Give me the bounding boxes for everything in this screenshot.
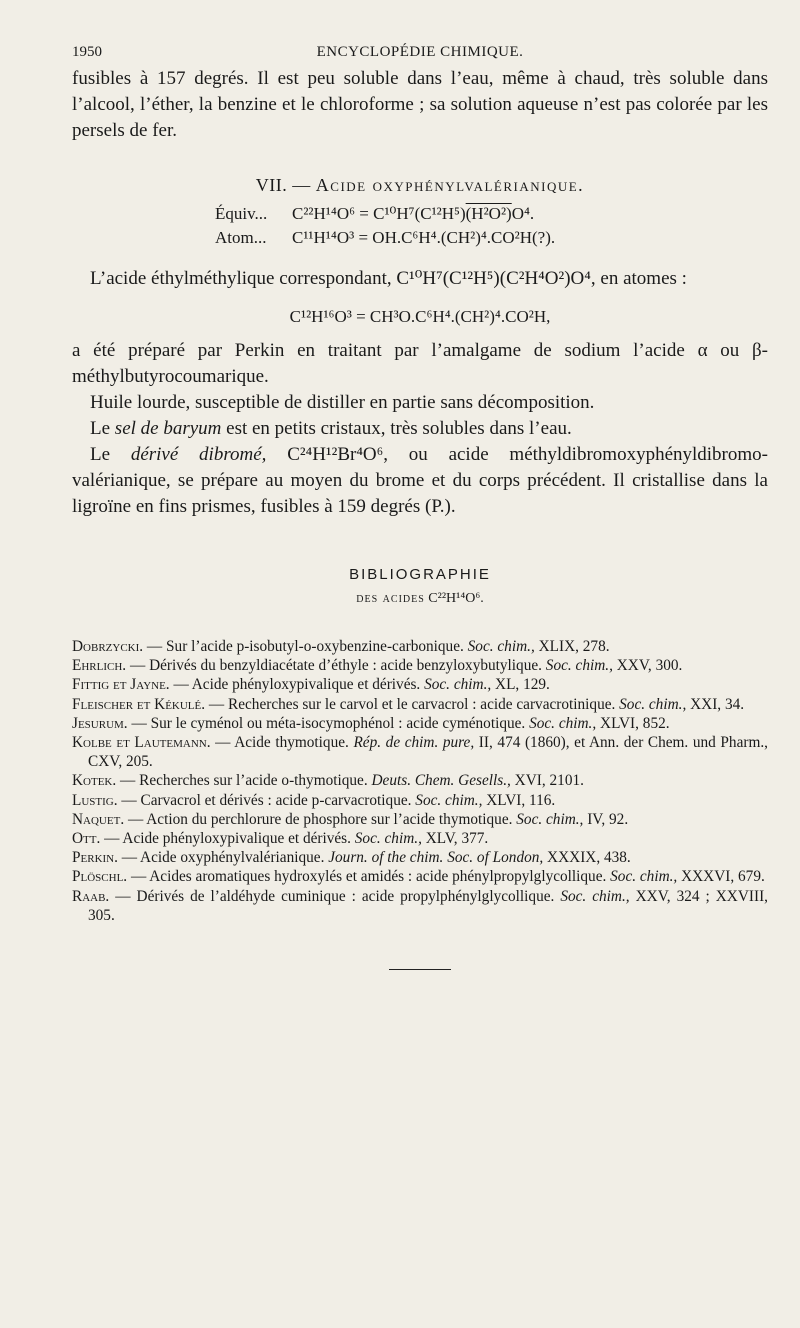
reference-journal: Soc. chim., bbox=[354, 830, 422, 848]
equiv-formula-right: O⁴. bbox=[511, 204, 535, 223]
reference-author: Fleischer et Kékulé. bbox=[72, 695, 206, 713]
reference-text: — Dérivés du benzyldiacétate d’éthyle : acide benzyloxybutylique. bbox=[126, 657, 546, 675]
reference-author: Ehrlich. bbox=[72, 657, 127, 675]
running-header bbox=[72, 44, 768, 66]
reference-details: XL, 129. bbox=[491, 676, 550, 694]
reference-entry bbox=[72, 771, 768, 790]
reference-author: Perkin. bbox=[72, 849, 118, 867]
reference-author: Raab. bbox=[72, 887, 110, 905]
reference-entry bbox=[72, 656, 768, 675]
text-run: est en petits cristaux, très solubles dans l’eau. bbox=[221, 418, 572, 439]
paragraph bbox=[72, 442, 768, 520]
reference-text: — Acide phényloxypivalique et dérivés. bbox=[100, 830, 355, 848]
reference-author: Fittig et Jayne. bbox=[72, 676, 170, 694]
reference-text: — Sur l’acide p-isobutyl-o-oxybenzine-carbonique. bbox=[143, 638, 468, 655]
subtitle-formula: C²²H¹⁴O⁶. bbox=[428, 591, 484, 606]
reference-entry bbox=[72, 791, 768, 810]
reference-text: — Dérivés de l’aldéhyde cuminique : acide propylphénylglycollique. bbox=[109, 887, 561, 905]
atom-formula: C¹¹H¹⁴O³ = OH.C⁶H⁴.(CH²)⁴.CO²H(?). bbox=[292, 228, 556, 247]
paragraph bbox=[72, 416, 768, 442]
emphasis: dérivé dibromé, bbox=[130, 444, 267, 465]
reference-journal: Deuts. Chem. Gesells., bbox=[371, 772, 511, 790]
reference-details: XXI, 34. bbox=[686, 695, 745, 713]
text-run: Le bbox=[90, 444, 131, 465]
text-run: Le bbox=[90, 418, 115, 439]
atom-label: Atom... bbox=[215, 228, 267, 247]
reference-details: XLVI, 116. bbox=[482, 791, 556, 809]
reference-details: XXV, 300. bbox=[612, 657, 683, 675]
reference-author: Plöschl. bbox=[72, 868, 128, 886]
reference-author: Jesurum. bbox=[72, 714, 128, 732]
reference-journal: Soc. chim., bbox=[545, 657, 613, 675]
reference-text: — Acide oxyphénylvalérianique. bbox=[117, 849, 329, 867]
page-number: 1950 bbox=[72, 44, 102, 60]
reference-text: — Recherches sur le carvol et le carvacrol : acide carvacrotinique. bbox=[205, 695, 620, 713]
reference-author: Lustig. bbox=[72, 791, 118, 809]
reference-text: — Acide phényloxypivalique et dérivés. bbox=[169, 676, 425, 694]
section-heading bbox=[72, 172, 768, 198]
end-rule bbox=[389, 969, 451, 970]
paragraph: L’acide éthylméthylique correspondant, C¹⁰H⁷(C¹²H⁵)(C²H⁴O²)O⁴, en atomes : bbox=[90, 268, 687, 289]
reference-list bbox=[72, 637, 768, 925]
equiv-label: Équiv... bbox=[215, 204, 268, 223]
reference-details: XXV, 324 ; XXVIII, 305. bbox=[88, 887, 768, 924]
reference-details: XLV, 377. bbox=[421, 830, 489, 848]
reference-text: — Recherches sur l’acide o-thymotique. bbox=[116, 772, 372, 790]
bibliography-subtitle bbox=[72, 591, 768, 607]
equiv-formula-left: C²²H¹⁴O⁶ = C¹⁰H⁷(C¹²H⁵) bbox=[292, 204, 466, 223]
equiv-formula-over: (H²O²) bbox=[465, 204, 512, 223]
reference-entry bbox=[72, 714, 768, 733]
emphasis: sel de baryum bbox=[114, 418, 222, 439]
reference-text: — Acide thymotique. bbox=[210, 734, 354, 752]
reference-author: Ott. bbox=[72, 830, 101, 848]
reference-entry bbox=[72, 695, 768, 714]
atom-line bbox=[215, 226, 768, 250]
reference-text: — Carvacrol et dérivés : acide p-carvacrotique. bbox=[117, 791, 416, 809]
reference-journal: Soc. chim., bbox=[516, 810, 584, 828]
reference-journal: Soc. chim., bbox=[424, 676, 492, 694]
reference-entry bbox=[72, 887, 768, 925]
reference-entry bbox=[72, 733, 768, 771]
reference-journal: Rép. de chim. pure, bbox=[353, 734, 475, 752]
section-title: Acide oxyphénylvalérianique. bbox=[315, 175, 585, 195]
reference-details: XXXVI, 679. bbox=[677, 868, 765, 886]
reference-journal: Soc. chim., bbox=[610, 868, 678, 886]
reference-text: — Acides aromatiques hydroxylés et amidés : acide phénylpropylglycollique. bbox=[127, 868, 611, 886]
paragraph: a été préparé par Perkin en traitant par l’amalgame de sodium l’acide α ou β-méthylbutyrocoumarique. bbox=[72, 340, 768, 387]
reference-entry bbox=[72, 637, 768, 656]
reference-journal: Soc. chim., bbox=[467, 638, 535, 655]
reference-entry bbox=[72, 829, 768, 848]
reference-details: IV, 92. bbox=[583, 810, 629, 828]
reference-journal: Soc. chim., bbox=[529, 714, 597, 732]
reference-author: Kotek. bbox=[72, 772, 117, 790]
paragraph: Huile lourde, susceptible de distiller en partie sans décomposition. bbox=[90, 392, 595, 413]
document-page bbox=[72, 44, 768, 970]
reference-journal: Soc. chim., bbox=[415, 791, 483, 809]
equiv-line bbox=[215, 202, 768, 226]
reference-details: XLIX, 278. bbox=[534, 638, 610, 655]
subtitle-prefix: des acides bbox=[356, 591, 425, 606]
reference-details: XVI, 2101. bbox=[510, 772, 584, 790]
reference-author: Kolbe et Lautemann. bbox=[72, 734, 211, 752]
reference-journal: Journ. of the chim. Soc. of London, bbox=[328, 849, 544, 867]
reference-text: — Action du perchlorure de phosphore sur l’acide thymotique. bbox=[124, 810, 517, 828]
reference-journal: Soc. chim., bbox=[619, 695, 687, 713]
reference-details: II, 474 (1860), et Ann. der Chem. und Pharm., CXV, 205. bbox=[88, 734, 769, 771]
running-title: ENCYCLOPÉDIE CHIMIQUE. bbox=[316, 44, 524, 60]
centered-formula: C¹²H¹⁶O³ = CH³O.C⁶H⁴.(CH²)⁴.CO²H, bbox=[289, 307, 551, 326]
reference-entry bbox=[72, 867, 768, 886]
reference-details: XLVI, 852. bbox=[596, 714, 670, 732]
text-run: C²⁴H¹²Br⁴O⁶, ou acide méthyldibromoxyphényldibromo-valérianique, se prépare au moyen du brome et du corps précédent. Il cristallise dans la ligroïne en fins prismes, fusibles à 159 degrés (P.). bbox=[72, 444, 768, 517]
reference-author: Naquet. bbox=[72, 810, 125, 828]
reference-entry bbox=[72, 810, 768, 829]
reference-entry bbox=[72, 848, 768, 867]
section-number: VII. — bbox=[255, 175, 316, 195]
reference-journal: Soc. chim., bbox=[560, 887, 630, 905]
reference-author: Dobrzycki. bbox=[72, 638, 144, 655]
formula-block bbox=[215, 202, 768, 250]
main-text bbox=[72, 66, 768, 520]
reference-details: XXXIX, 438. bbox=[543, 849, 631, 867]
bibliography-title: BIBLIOGRAPHIE bbox=[349, 566, 491, 583]
reference-text: — Sur le cyménol ou méta-isocymophénol : acide cyménotique. bbox=[127, 714, 530, 732]
paragraph: fusibles à 157 degrés. Il est peu soluble dans l’eau, même à chaud, très soluble dans l’alcool, l’éther, la benzine et le chloroforme ; sa solution aqueuse n’est pas colorée par les persels de fer. bbox=[72, 68, 768, 141]
reference-entry bbox=[72, 675, 768, 694]
